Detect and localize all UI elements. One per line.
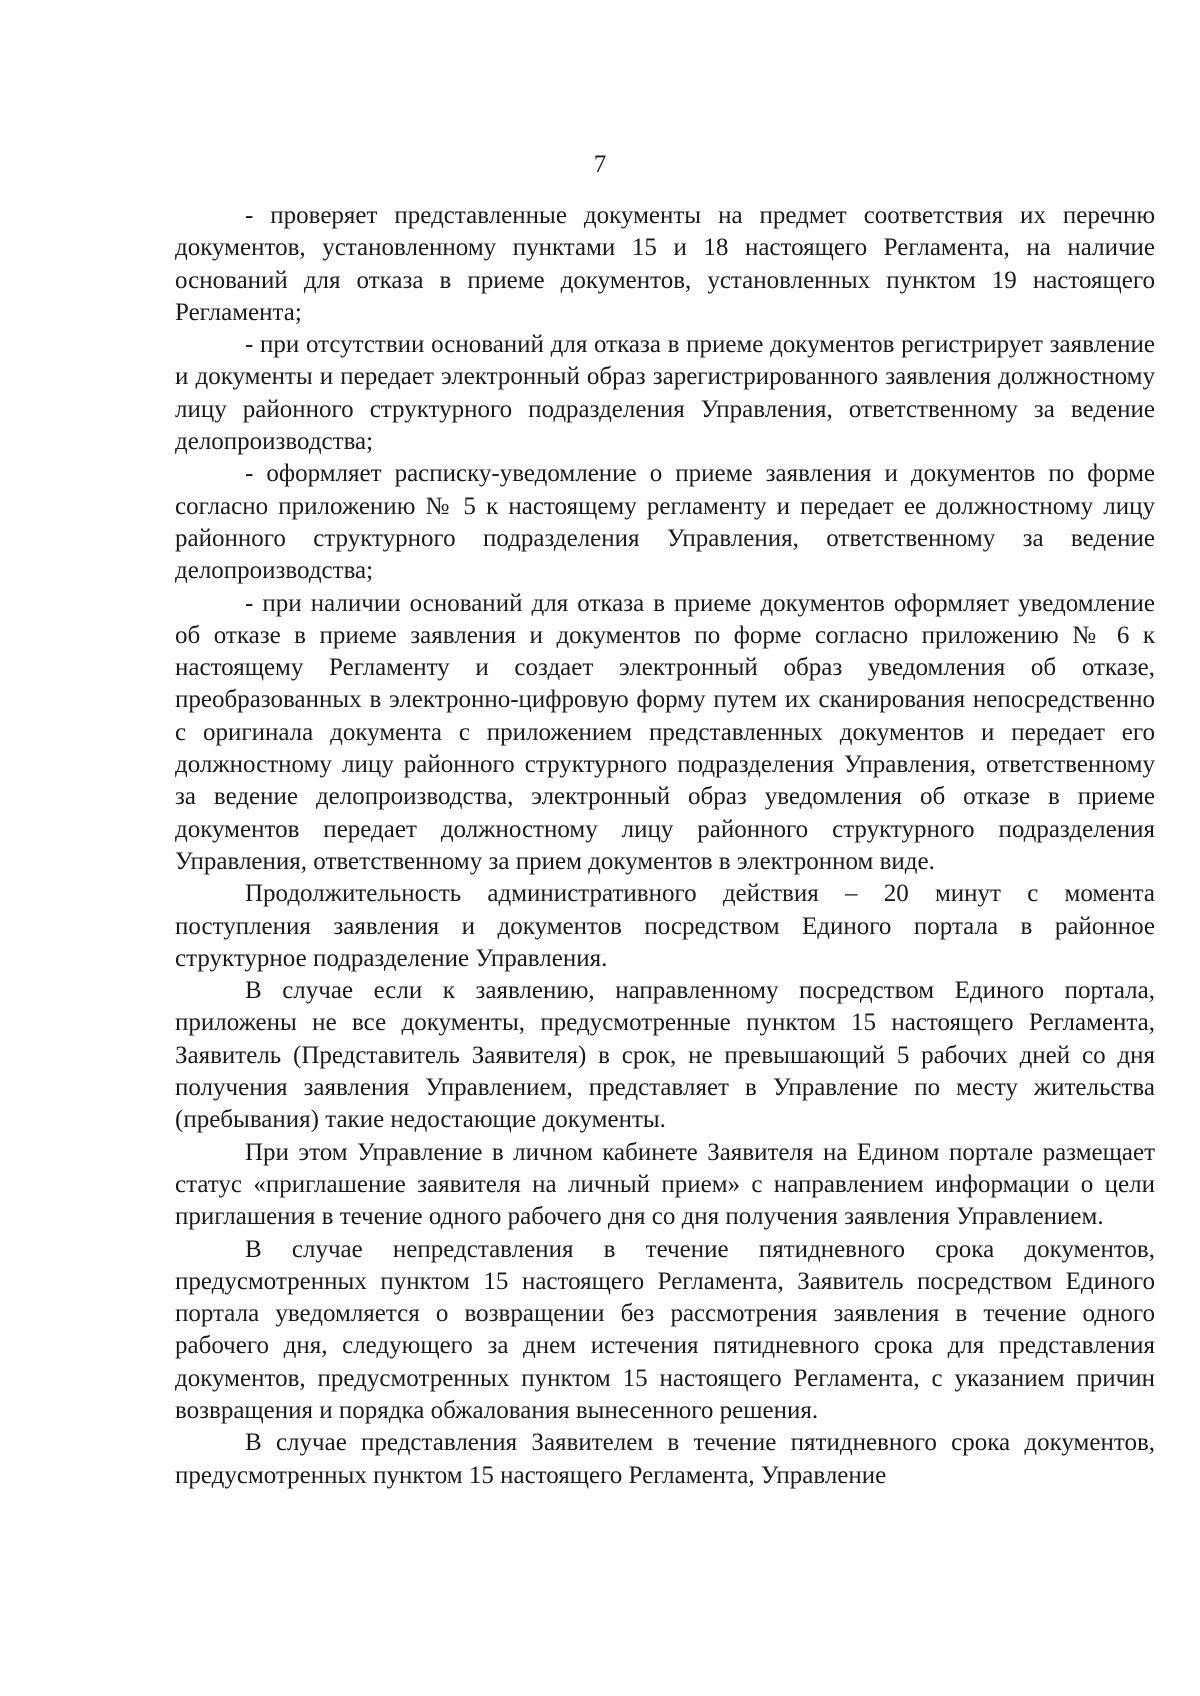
- paragraph-missing-documents: В случае если к заявлению, направленному посредством Единого портала, приложены не все документы, предусмотренные пунктом 15 настоящего Регламента, Заявитель (Представитель Заявителя) в срок, не превышающий 5 рабочих дней со дня получения заявления Управлением, представляет в Управление по месту жительства (пребывания) такие недостающие документы.: [175, 977, 1155, 1134]
- paragraph-invitation-status: При этом Управление в личном кабинете Заявителя на Едином портале размещает статус «приглашение заявителя на личный прием» с направлением информации о цели приглашения в течение одного рабочего дня со дня получения заявления Управлением.: [175, 1138, 1155, 1231]
- paragraph-action-duration: Продолжительность административного действия – 20 минут с момента поступления заявления и документов посредством Единого портала в районное структурное подразделение Управления.: [175, 880, 1155, 972]
- paragraph-register-application: - при отсутствии оснований для отказа в приеме документов регистрирует заявление и документы и передает электронный образ зарегистрированного заявления должностному лицу районного структурного подразделения Управления, ответственному за ведение делопроизводства;: [175, 331, 1155, 456]
- paragraph-non-submission: В случае непредставления в течение пятидневного срока документов, предусмотренных пунктом 15 настоящего Регламента, Заявитель посредством Единого портала уведомляется о возвращении без рассмотрения заявления в течение одного рабочего дня, следующего за днем истечения пятидневного срока для представления документов, предусмотренных пунктом 15 настоящего Регламента, с указанием причин возвращения и порядка обжалования вынесенного решения.: [175, 1235, 1155, 1424]
- page-number: 7: [593, 151, 607, 178]
- paragraph-refusal-notice: - при наличии оснований для отказа в приеме документов оформляет уведомление об отказе в приеме заявления и документов по форме согласно приложению № 6 к настоящему Регламенту и создает электронный образ уведомления об отказе, преобразованных в электронно-цифровую форму путем их сканирования непосредственно с оригинала документа с приложением представленных документов и передает его должностному лицу районного структурного подразделения Управления, ответственному за ведение делопроизводства, электронный образ уведомления об отказе в приеме документов передает должностному лицу районного структурного подразделения Управления, ответственному за прием документов в электронном виде.: [175, 589, 1155, 875]
- paragraph-check-documents: - проверяет представленные документы на предмет соответствия их перечню документов, установленному пунктами 15 и 18 настоящего Регламента, на наличие оснований для отказа в приеме документов, установленных пунктом 19 настоящего Регламента;: [175, 202, 1155, 326]
- paragraph-issue-receipt: - оформляет расписку-уведомление о приеме заявления и документов по форме согласно приложению № 5 к настоящему регламенту и передает ее должностному лицу районного структурного подразделения Управления, ответственному за ведение делопроизводства;: [175, 460, 1155, 585]
- paragraph-submission: В случае представления Заявителем в течение пятидневного срока документов, предусмотренных пунктом 15 настоящего Регламента, Управление: [175, 1429, 1155, 1489]
- document-body: [175, 200, 1155, 1492]
